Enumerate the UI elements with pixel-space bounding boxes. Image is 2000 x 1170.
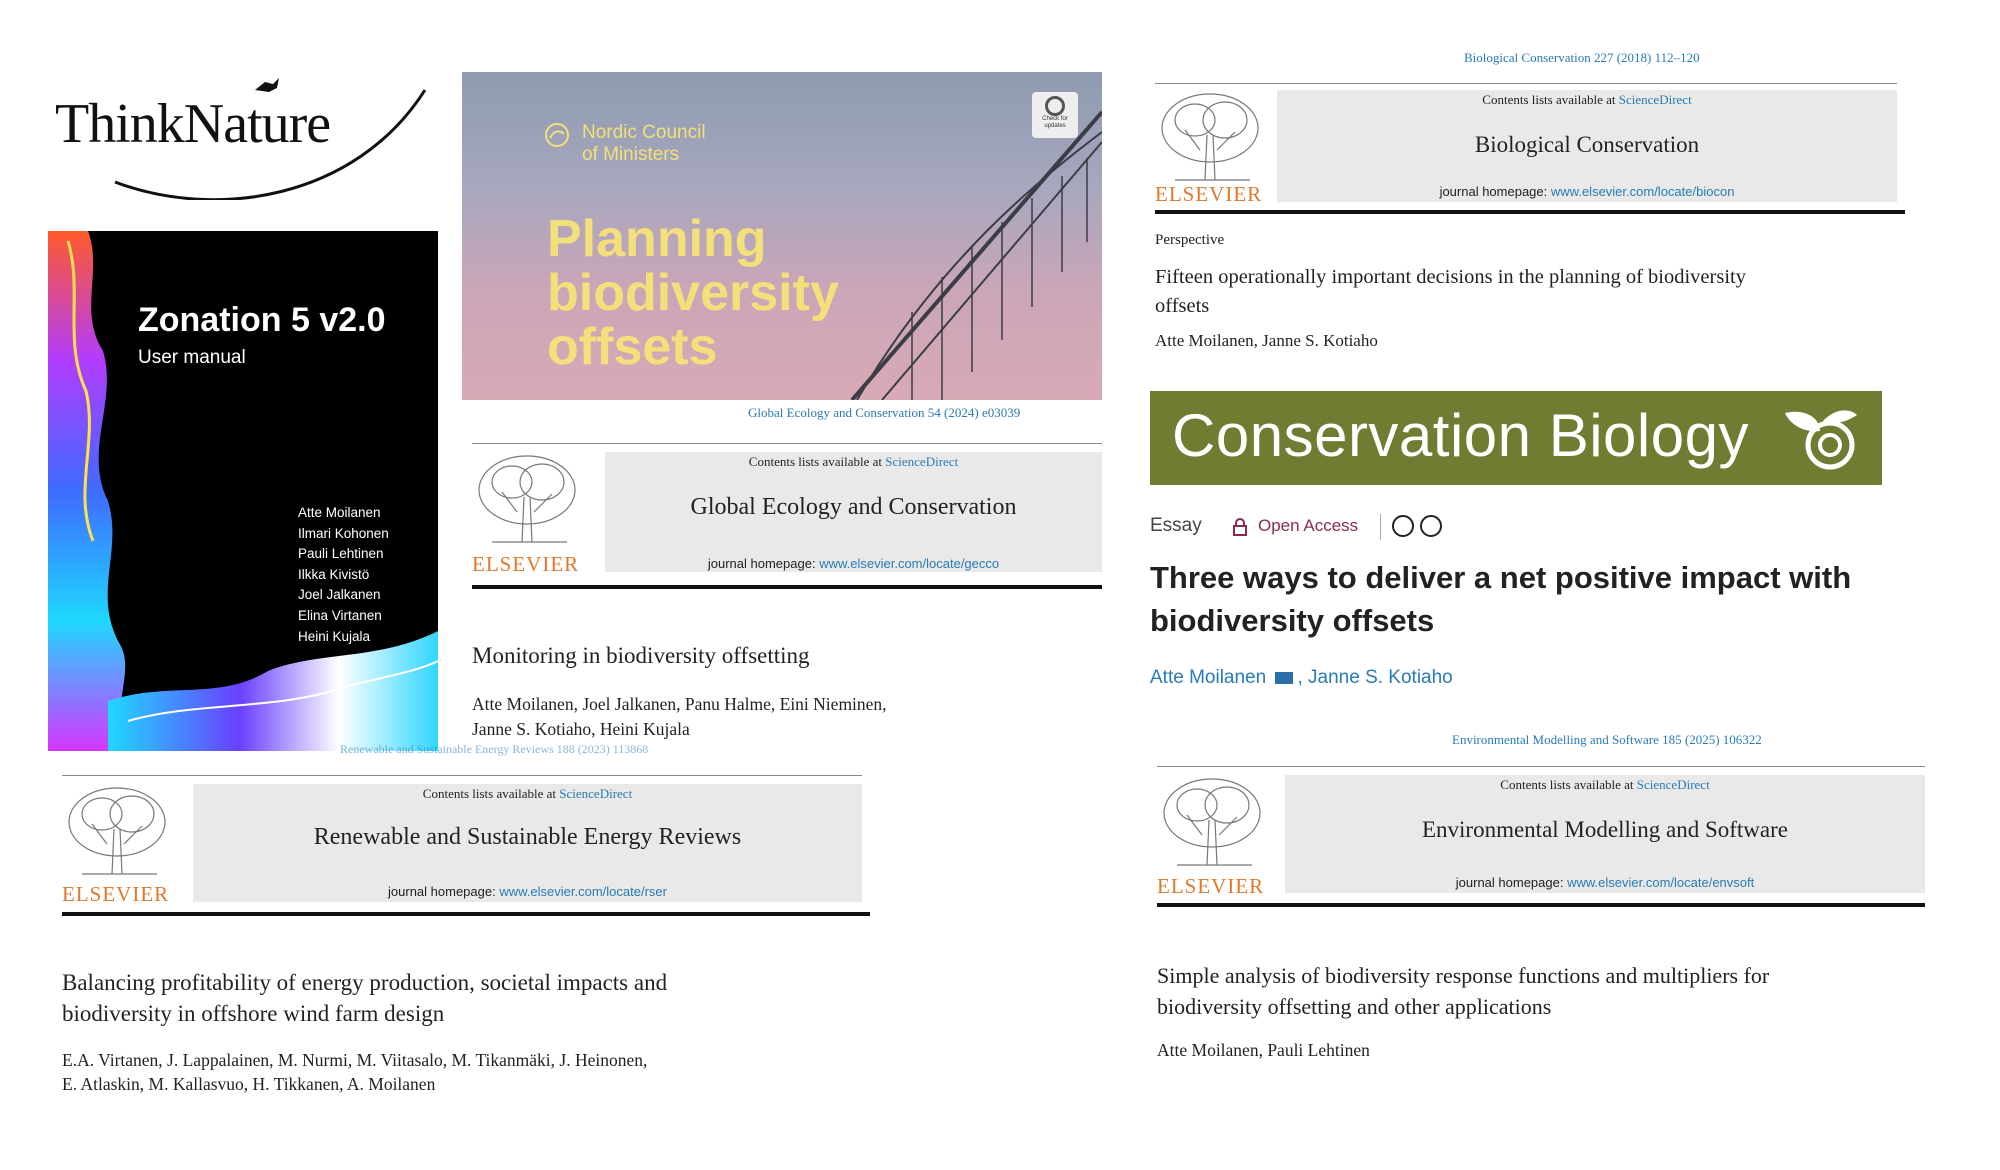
envsoft-citation[interactable]: Environmental Modelling and Software 185 (2025) 106322 [1452, 732, 1762, 747]
gec-citation[interactable]: Global Ecology and Conservation 54 (2024) e03039 [748, 405, 1021, 420]
zonation-author: Ilkka Kivistö [298, 566, 370, 582]
zonation-author: Heini Kujala [298, 628, 371, 644]
journal-homepage-link[interactable]: www.elsevier.com/locate/biocon [1550, 184, 1735, 199]
gec-homepage-line [605, 556, 1102, 571]
homepage-prefix: journal homepage: [707, 556, 816, 571]
gec-authors-line: Janne S. Kotiaho, Heini Kujala [472, 719, 690, 739]
gec-journal-box [605, 452, 1102, 572]
sciencedirect-link[interactable]: ScienceDirect [885, 454, 959, 469]
biocon-title-line: Fifteen operationally important decisions in the planning of biodiversity [1155, 266, 1746, 288]
biocon-top-rule [1155, 83, 1897, 84]
consbio-title-line: biodiversity offsets [1150, 603, 1435, 638]
elsevier-tree-icon [472, 452, 582, 547]
nordic-title-line: Planning [547, 210, 767, 268]
contents-prefix: Contents lists available at [748, 454, 883, 469]
biocon-article-title [1155, 263, 1746, 321]
homepage-prefix: journal homepage: [1439, 184, 1548, 199]
envsoft-journal-name: Environmental Modelling and Software [1421, 817, 1788, 842]
envsoft-title-line: biodiversity offsetting and other applications [1157, 994, 1552, 1019]
homepage-prefix: journal homepage: [388, 884, 496, 899]
bird-logo-icon [1775, 403, 1865, 473]
envsoft-homepage-line [1285, 875, 1925, 890]
nordic-swan-icon [544, 122, 570, 148]
envsoft-title-line: Simple analysis of biodiversity response functions and multipliers for [1157, 963, 1770, 988]
envsoft-bottom-rule [1157, 903, 1925, 907]
rser-authors-line: E.A. Virtanen, J. Lappalainen, M. Nurmi, M. Viitasalo, M. Tikanmäki, J. Heinonen, [62, 1050, 648, 1070]
check-updates-badge[interactable] [1032, 92, 1078, 138]
zonation-author-list [298, 503, 389, 647]
rser-authors [62, 1048, 647, 1096]
nordic-title-line: biodiversity [547, 264, 839, 322]
gec-bottom-rule [472, 585, 1102, 589]
elsevier-tree-icon [1157, 775, 1267, 870]
consbio-article-title [1150, 556, 1851, 642]
thinknature-logo [55, 70, 435, 200]
gec-elsevier-label: ELSEVIER [472, 552, 580, 576]
gec-top-rule [472, 443, 1102, 444]
elsevier-tree-icon [1155, 90, 1265, 185]
journal-homepage-link[interactable]: www.elsevier.com/locate/rser [499, 884, 667, 899]
nordic-title [547, 212, 839, 374]
cc-license-icon[interactable] [1392, 515, 1414, 537]
zonation-author: Pauli Lehtinen [298, 546, 384, 562]
envsoft-top-rule [1157, 766, 1925, 767]
biocon-homepage-line [1277, 184, 1897, 199]
consbio-banner-text: Conservation Biology [1172, 402, 1749, 469]
journal-homepage-link[interactable]: www.elsevier.com/locate/envsoft [1567, 875, 1755, 890]
elsevier-tree-icon [62, 784, 172, 879]
journal-homepage-link[interactable]: www.elsevier.com/locate/gecco [819, 556, 1000, 571]
rser-article-title [62, 967, 667, 1029]
check-updates-icon [1045, 96, 1065, 116]
sciencedirect-link[interactable]: ScienceDirect [1618, 92, 1692, 107]
rser-citation[interactable]: Renewable and Sustainable Energy Reviews 188 (2023) 113868 [340, 742, 649, 756]
rser-elsevier-label: ELSEVIER [62, 882, 170, 906]
rser-title-line: Balancing profitability of energy production, societal impacts and [62, 970, 668, 995]
author-link[interactable]: Atte Moilanen [1150, 667, 1267, 688]
zonation-subtitle: User manual [138, 347, 246, 368]
envsoft-elsevier-label: ELSEVIER [1157, 874, 1265, 898]
comma: , [1297, 667, 1309, 688]
zonation-author: Elina Virtanen [298, 607, 382, 623]
biocon-journal-name: Biological Conservation [1474, 132, 1700, 157]
nordic-org-line: of Ministers [582, 144, 680, 165]
author-link[interactable]: Janne S. Kotiaho [1308, 667, 1453, 688]
gec-article-title: Monitoring in biodiversity offsetting [472, 643, 810, 668]
email-icon[interactable] [1275, 672, 1293, 684]
consbio-banner [1150, 391, 1882, 485]
biocon-citation[interactable]: Biological Conservation 227 (2018) 112–120 [1464, 50, 1700, 65]
divider [1380, 514, 1381, 540]
rser-title-line: biodiversity in offshore wind farm design [62, 1001, 445, 1026]
envsoft-authors: Atte Moilanen, Pauli Lehtinen [1157, 1040, 1370, 1060]
rser-bottom-rule [62, 912, 870, 916]
nordic-org-name [582, 122, 706, 166]
zonation-cover [48, 231, 438, 751]
envsoft-journal-box [1285, 775, 1925, 893]
biocon-authors: Atte Moilanen, Janne S. Kotiaho [1155, 331, 1378, 350]
nordic-title-line: offsets [547, 318, 718, 376]
rser-authors-line: E. Atlaskin, M. Kallasvuo, H. Tikkanen, A. Moilanen [62, 1074, 436, 1094]
lock-icon [1232, 518, 1248, 536]
consbio-title-line: Three ways to deliver a net positive impact with [1150, 560, 1852, 595]
zonation-author: Atte Moilanen [298, 505, 381, 520]
homepage-prefix: journal homepage: [1455, 875, 1564, 890]
zonation-author: Ilmari Kohonen [298, 525, 389, 541]
rser-journal-box [193, 784, 862, 902]
thinknature-text: ThinkNature [55, 93, 331, 155]
consbio-open-access[interactable]: Open Access [1258, 516, 1359, 535]
biocon-contents-line [1277, 92, 1897, 108]
gec-journal-name: Global Ecology and Conservation [690, 494, 1017, 520]
contents-prefix: Contents lists available at [1482, 92, 1616, 107]
zonation-author: Joel Jalkanen [298, 587, 381, 603]
gec-contents-line [605, 454, 1102, 470]
nordic-org-line: Nordic Council [582, 122, 706, 143]
biocon-journal-box [1277, 90, 1897, 202]
sciencedirect-link[interactable]: ScienceDirect [559, 786, 633, 801]
biocon-section: Perspective [1155, 232, 1225, 248]
biocon-elsevier-label: ELSEVIER [1155, 182, 1263, 206]
zonation-title: Zonation 5 v2.0 [138, 301, 386, 339]
check-updates-label: Check for updates [1042, 116, 1068, 129]
gec-authors-line: Atte Moilanen, Joel Jalkanen, Panu Halme, Eini Nieminen, [472, 694, 887, 714]
rser-journal-name: Renewable and Sustainable Energy Reviews [313, 824, 742, 850]
biocon-title-line: offsets [1155, 295, 1210, 317]
contents-prefix: Contents lists available at [1500, 777, 1634, 792]
envsoft-contents-line [1285, 777, 1925, 793]
rser-contents-line [193, 786, 862, 802]
nordic-cover [462, 72, 1102, 400]
cc-by-icon[interactable] [1420, 515, 1442, 537]
envsoft-article-title [1157, 960, 1769, 1022]
rser-top-rule [62, 775, 862, 776]
biocon-bottom-rule [1155, 210, 1905, 214]
sciencedirect-link[interactable]: ScienceDirect [1636, 777, 1710, 792]
consbio-authors [1150, 667, 1453, 689]
rser-homepage-line [193, 884, 862, 899]
consbio-type: Essay [1150, 515, 1202, 536]
contents-prefix: Contents lists available at [422, 786, 557, 801]
gec-authors [472, 692, 887, 742]
